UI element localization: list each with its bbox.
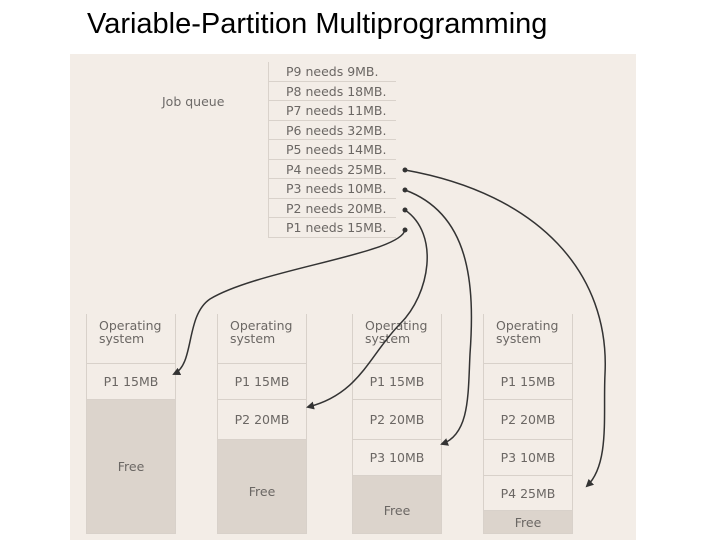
os-region: Operating system <box>218 314 306 364</box>
partition-p3: P3 10MB <box>353 440 441 476</box>
queue-item-p4: P4 needs 25MB. <box>268 160 396 180</box>
job-queue-label: Job queue <box>162 94 225 109</box>
partition-p3: P3 10MB <box>484 440 572 476</box>
free-region: Free <box>87 400 175 534</box>
partition-p1: P1 15MB <box>87 364 175 400</box>
partition-p1: P1 15MB <box>353 364 441 400</box>
queue-item-p8: P8 needs 18MB. <box>268 82 396 102</box>
os-region: Operating system <box>87 314 175 364</box>
arrow-p2 <box>308 210 427 407</box>
queue-item-p2: P2 needs 20MB. <box>268 199 396 219</box>
arrow-origin-p2 <box>403 208 408 213</box>
arrow-origin-p1 <box>403 228 408 233</box>
os-region: Operating system <box>353 314 441 364</box>
arrow-p4 <box>405 170 605 486</box>
queue-item-p5: P5 needs 14MB. <box>268 140 396 160</box>
free-region: Free <box>484 511 572 534</box>
queue-item-p9: P9 needs 9MB. <box>268 62 396 82</box>
queue-item-p3: P3 needs 10MB. <box>268 179 396 199</box>
partition-p1: P1 15MB <box>484 364 572 400</box>
diagram-figure <box>70 54 636 540</box>
allocation-arrows <box>70 54 636 540</box>
free-region: Free <box>218 440 306 534</box>
partition-p1: P1 15MB <box>218 364 306 400</box>
queue-item-p6: P6 needs 32MB. <box>268 121 396 141</box>
arrow-origin-p3 <box>403 188 408 193</box>
arrow-origin-p4 <box>403 168 408 173</box>
partition-p2: P2 20MB <box>218 400 306 440</box>
queue-item-p7: P7 needs 11MB. <box>268 101 396 121</box>
partition-p4: P4 25MB <box>484 476 572 511</box>
partition-p2: P2 20MB <box>353 400 441 440</box>
arrow-p1 <box>174 230 405 374</box>
queue-item-p1: P1 needs 15MB. <box>268 218 396 238</box>
os-region: Operating system <box>484 314 572 364</box>
partition-p2: P2 20MB <box>484 400 572 440</box>
slide-title: Variable-Partition Multiprogramming <box>87 8 548 40</box>
arrow-p3 <box>405 190 471 444</box>
free-region: Free <box>353 476 441 534</box>
